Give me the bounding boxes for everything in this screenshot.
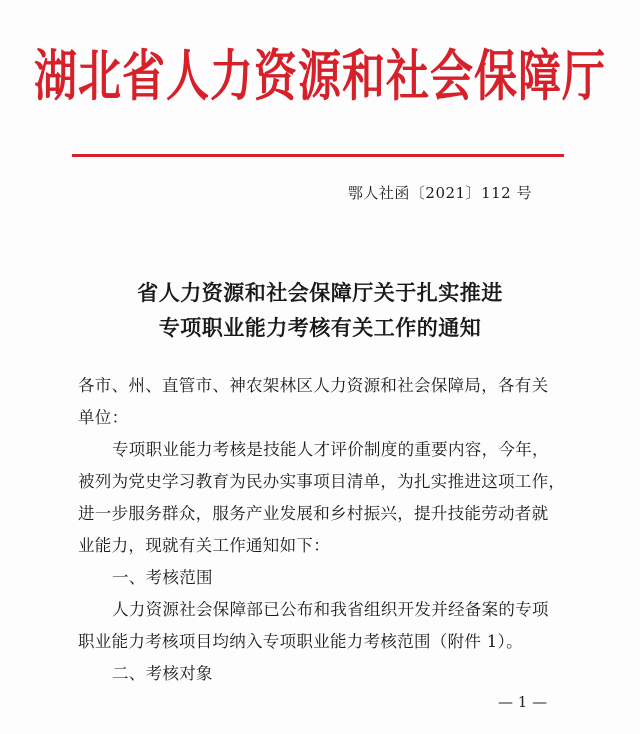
document-title-line-1: 省人力资源和社会保障厅关于扎实推进: [137, 280, 503, 305]
document-number: 鄂人社函〔2021〕112 号: [347, 184, 532, 202]
paragraph-1-line-1: 专项职业能力考核是技能人才评价制度的重要内容，今年，: [112, 440, 549, 459]
section-2-heading: 二、考核对象: [112, 664, 213, 683]
section-1-line-1: 人力资源社会保障部已公布和我省组织开发并经备案的专项: [112, 600, 549, 619]
page-number: — 1 —: [498, 693, 548, 711]
paragraph-1-line-3: 进一步服务群众，服务产业发展和乡村振兴，提升技能劳动者就: [78, 504, 549, 523]
addressee-line-1: 各市、州、直管市、神农架林区人力资源和社会保障局，各有关: [78, 376, 549, 395]
agency-masthead: 湖北省人力资源和社会保障厅: [34, 44, 606, 109]
document-title-line-2: 专项职业能力考核有关工作的通知: [158, 315, 482, 340]
red-separator-line: [72, 154, 564, 157]
section-1-heading: 一、考核范围: [112, 568, 213, 587]
section-1-line-2: 职业能力考核项目均纳入专项职业能力考核范围（附件 1）。: [78, 632, 523, 651]
addressee-line-2: 单位：: [78, 408, 129, 427]
paragraph-1-line-2: 被列为党史学习教育为民办实事项目清单，为扎实推进这项工作，: [78, 472, 566, 491]
paragraph-1-line-4: 业能力，现就有关工作通知如下：: [78, 536, 330, 555]
